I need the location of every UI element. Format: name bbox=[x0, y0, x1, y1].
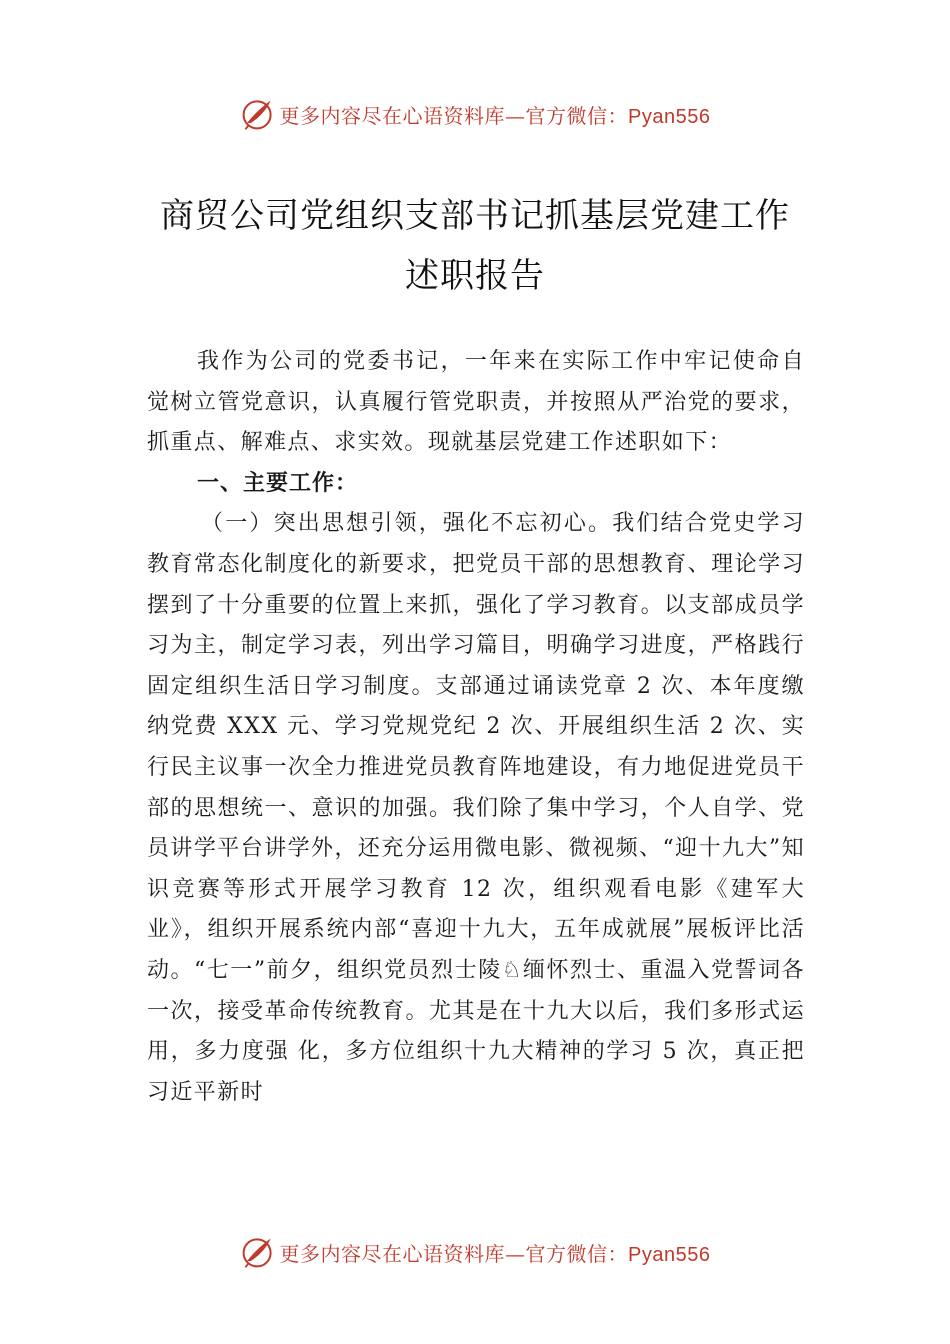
body-paragraph: （一）突出思想引领，强化不忘初心。我们结合党史学习教育常态化制度化的新要求，把党员干部的思想教育、理论学习摆到了十分重要的位置上来抓，强化了学习教育。以支部成员学习为主，制定学习表，列出学习篇目，明确学习进度，严格践行固定组织生活日学习制度。支部通过诵读党章 2 次、本年度缴纳党费 XXX 元、学习党规党纪 2 次、开展组织生活 2 次、实行民主议事一次全力推进党员教育阵地建设，有力地促进党员干部的思想统一、意识的加强。我们除了集中学习，个人自学、党员讲学平台讲学外，还充分运用微电影、微视频、“迎十九大”知识竞赛等形式开展学习教育 12 次，组织观看电影《建军大业》，组织开展系统内部“喜迎十九大，五年成就展”展板评比活动。“七一”前夕，组织党员烈士陵♘缅怀烈士、重温入党誓词各一次，接受革命传统教育。尤其是在十九大以后，我们多形式运用，多力度强 化，多方位组织十九大精神的学习 5 次，真正把习近平新时 bbox=[147, 511, 805, 1105]
document-title-line2: 述职报告 bbox=[405, 256, 545, 296]
quill-pen-logo-icon bbox=[240, 1234, 276, 1270]
section-heading: 一、主要工作： bbox=[197, 470, 359, 496]
watermark-text: 更多内容尽在心语资料库—官方微信：Pyan556 bbox=[279, 1241, 711, 1266]
intro-paragraph: 我作为公司的党委书记，一年来在实际工作中牢记使命自觉树立管党意识，认真履行管党职责，并按照从严治党的要求，抓重点、解难点、求实效。现就基层党建工作述职如下： bbox=[147, 349, 805, 456]
watermark-footer bbox=[0, 1232, 950, 1272]
quill-pen-logo-icon bbox=[240, 96, 276, 132]
document-title: 商贸公司党组织支部书记抓基层党建工作 bbox=[160, 196, 790, 236]
watermark-header bbox=[0, 94, 950, 134]
document-body bbox=[147, 342, 805, 1113]
watermark-text: 更多内容尽在心语资料库—官方微信：Pyan556 bbox=[279, 103, 711, 128]
